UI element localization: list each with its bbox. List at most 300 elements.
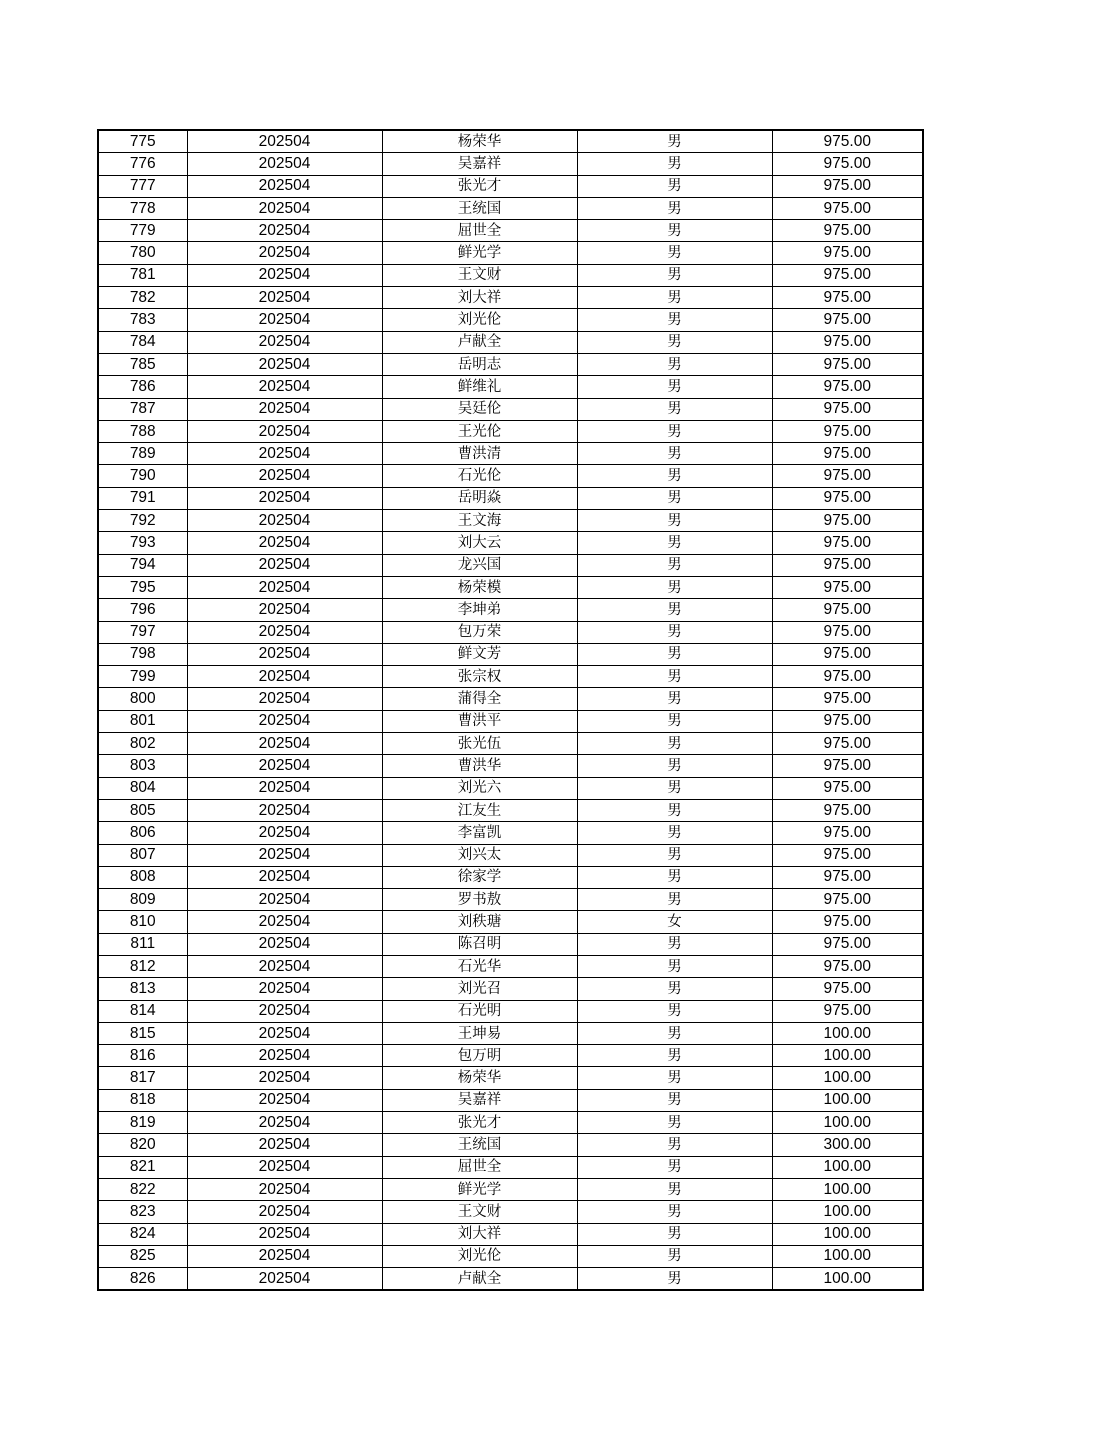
cell-period: 202504 bbox=[187, 353, 382, 375]
cell-gender: 男 bbox=[577, 866, 772, 888]
table-row bbox=[98, 1134, 923, 1156]
cell-amount: 100.00 bbox=[772, 1022, 923, 1044]
cell-number: 801 bbox=[98, 710, 187, 732]
cell-amount: 975.00 bbox=[772, 331, 923, 353]
cell-gender: 男 bbox=[577, 309, 772, 331]
table-row bbox=[98, 487, 923, 509]
cell-name: 王文财 bbox=[382, 264, 577, 286]
cell-gender: 男 bbox=[577, 1134, 772, 1156]
table-row bbox=[98, 978, 923, 1000]
cell-amount: 975.00 bbox=[772, 733, 923, 755]
cell-gender: 男 bbox=[577, 532, 772, 554]
cell-name: 张光才 bbox=[382, 1112, 577, 1134]
cell-period: 202504 bbox=[187, 532, 382, 554]
cell-amount: 975.00 bbox=[772, 889, 923, 911]
table-row bbox=[98, 1245, 923, 1267]
cell-gender: 男 bbox=[577, 175, 772, 197]
cell-gender: 男 bbox=[577, 688, 772, 710]
cell-number: 808 bbox=[98, 866, 187, 888]
cell-name: 陈召明 bbox=[382, 933, 577, 955]
table-row bbox=[98, 933, 923, 955]
cell-period: 202504 bbox=[187, 309, 382, 331]
cell-gender: 男 bbox=[577, 733, 772, 755]
cell-number: 779 bbox=[98, 220, 187, 242]
cell-gender: 男 bbox=[577, 666, 772, 688]
cell-period: 202504 bbox=[187, 1178, 382, 1200]
table-row bbox=[98, 1000, 923, 1022]
cell-number: 816 bbox=[98, 1045, 187, 1067]
cell-amount: 975.00 bbox=[772, 755, 923, 777]
cell-name: 包万荣 bbox=[382, 621, 577, 643]
cell-period: 202504 bbox=[187, 465, 382, 487]
cell-amount: 975.00 bbox=[772, 487, 923, 509]
cell-amount: 100.00 bbox=[772, 1112, 923, 1134]
cell-number: 814 bbox=[98, 1000, 187, 1022]
cell-amount: 975.00 bbox=[772, 153, 923, 175]
cell-period: 202504 bbox=[187, 242, 382, 264]
cell-gender: 男 bbox=[577, 799, 772, 821]
cell-amount: 975.00 bbox=[772, 621, 923, 643]
table-row bbox=[98, 287, 923, 309]
cell-gender: 男 bbox=[577, 955, 772, 977]
table-row bbox=[98, 554, 923, 576]
cell-number: 785 bbox=[98, 353, 187, 375]
cell-gender: 男 bbox=[577, 398, 772, 420]
cell-number: 782 bbox=[98, 287, 187, 309]
cell-number: 822 bbox=[98, 1178, 187, 1200]
cell-period: 202504 bbox=[187, 799, 382, 821]
table-row bbox=[98, 666, 923, 688]
cell-gender: 男 bbox=[577, 621, 772, 643]
cell-name: 张光伍 bbox=[382, 733, 577, 755]
cell-amount: 975.00 bbox=[772, 130, 923, 153]
cell-period: 202504 bbox=[187, 1112, 382, 1134]
cell-number: 811 bbox=[98, 933, 187, 955]
cell-amount: 975.00 bbox=[772, 175, 923, 197]
cell-number: 824 bbox=[98, 1223, 187, 1245]
cell-gender: 男 bbox=[577, 353, 772, 375]
cell-period: 202504 bbox=[187, 443, 382, 465]
cell-gender: 男 bbox=[577, 554, 772, 576]
cell-gender: 男 bbox=[577, 978, 772, 1000]
cell-period: 202504 bbox=[187, 153, 382, 175]
cell-period: 202504 bbox=[187, 777, 382, 799]
cell-gender: 男 bbox=[577, 1089, 772, 1111]
cell-number: 826 bbox=[98, 1268, 187, 1291]
cell-gender: 男 bbox=[577, 130, 772, 153]
cell-number: 815 bbox=[98, 1022, 187, 1044]
table-row bbox=[98, 576, 923, 598]
cell-period: 202504 bbox=[187, 554, 382, 576]
cell-number: 804 bbox=[98, 777, 187, 799]
table-row bbox=[98, 1089, 923, 1111]
table-row bbox=[98, 1268, 923, 1291]
table-row bbox=[98, 510, 923, 532]
cell-name: 刘兴太 bbox=[382, 844, 577, 866]
cell-number: 800 bbox=[98, 688, 187, 710]
cell-period: 202504 bbox=[187, 1000, 382, 1022]
cell-gender: 男 bbox=[577, 777, 772, 799]
table-row bbox=[98, 688, 923, 710]
cell-name: 鲜文芳 bbox=[382, 643, 577, 665]
table-row bbox=[98, 1223, 923, 1245]
table-row bbox=[98, 376, 923, 398]
cell-amount: 975.00 bbox=[772, 911, 923, 933]
table-row bbox=[98, 643, 923, 665]
table-body bbox=[98, 130, 923, 1290]
cell-period: 202504 bbox=[187, 220, 382, 242]
cell-gender: 男 bbox=[577, 331, 772, 353]
table-row bbox=[98, 465, 923, 487]
cell-amount: 100.00 bbox=[772, 1089, 923, 1111]
cell-amount: 975.00 bbox=[772, 465, 923, 487]
cell-gender: 女 bbox=[577, 911, 772, 933]
cell-gender: 男 bbox=[577, 376, 772, 398]
cell-number: 791 bbox=[98, 487, 187, 509]
cell-number: 775 bbox=[98, 130, 187, 153]
cell-number: 789 bbox=[98, 443, 187, 465]
cell-gender: 男 bbox=[577, 487, 772, 509]
table-row bbox=[98, 911, 923, 933]
cell-amount: 975.00 bbox=[772, 353, 923, 375]
table-row bbox=[98, 822, 923, 844]
cell-period: 202504 bbox=[187, 1089, 382, 1111]
cell-period: 202504 bbox=[187, 688, 382, 710]
cell-number: 812 bbox=[98, 955, 187, 977]
cell-name: 石光明 bbox=[382, 1000, 577, 1022]
cell-amount: 975.00 bbox=[772, 443, 923, 465]
cell-gender: 男 bbox=[577, 1045, 772, 1067]
cell-amount: 975.00 bbox=[772, 955, 923, 977]
cell-period: 202504 bbox=[187, 978, 382, 1000]
cell-amount: 975.00 bbox=[772, 710, 923, 732]
cell-amount: 975.00 bbox=[772, 599, 923, 621]
cell-period: 202504 bbox=[187, 1201, 382, 1223]
cell-amount: 100.00 bbox=[772, 1245, 923, 1267]
cell-gender: 男 bbox=[577, 443, 772, 465]
cell-period: 202504 bbox=[187, 710, 382, 732]
cell-gender: 男 bbox=[577, 153, 772, 175]
cell-period: 202504 bbox=[187, 1045, 382, 1067]
table-row bbox=[98, 1067, 923, 1089]
cell-gender: 男 bbox=[577, 1156, 772, 1178]
cell-amount: 975.00 bbox=[772, 844, 923, 866]
cell-amount: 100.00 bbox=[772, 1223, 923, 1245]
table-row bbox=[98, 1045, 923, 1067]
cell-amount: 975.00 bbox=[772, 978, 923, 1000]
cell-period: 202504 bbox=[187, 733, 382, 755]
cell-name: 刘大祥 bbox=[382, 287, 577, 309]
cell-number: 792 bbox=[98, 510, 187, 532]
data-table bbox=[97, 129, 924, 1291]
cell-gender: 男 bbox=[577, 822, 772, 844]
table-row bbox=[98, 264, 923, 286]
cell-number: 802 bbox=[98, 733, 187, 755]
cell-number: 825 bbox=[98, 1245, 187, 1267]
cell-period: 202504 bbox=[187, 1022, 382, 1044]
cell-period: 202504 bbox=[187, 1268, 382, 1291]
cell-period: 202504 bbox=[187, 911, 382, 933]
cell-number: 813 bbox=[98, 978, 187, 1000]
cell-number: 795 bbox=[98, 576, 187, 598]
cell-number: 794 bbox=[98, 554, 187, 576]
cell-gender: 男 bbox=[577, 1245, 772, 1267]
table-row bbox=[98, 733, 923, 755]
cell-name: 鲜光学 bbox=[382, 1178, 577, 1200]
cell-amount: 975.00 bbox=[772, 1000, 923, 1022]
cell-number: 784 bbox=[98, 331, 187, 353]
cell-name: 鲜维礼 bbox=[382, 376, 577, 398]
cell-period: 202504 bbox=[187, 599, 382, 621]
cell-number: 790 bbox=[98, 465, 187, 487]
cell-gender: 男 bbox=[577, 1178, 772, 1200]
cell-period: 202504 bbox=[187, 175, 382, 197]
cell-name: 刘大祥 bbox=[382, 1223, 577, 1245]
cell-number: 796 bbox=[98, 599, 187, 621]
cell-name: 卢献全 bbox=[382, 1268, 577, 1291]
cell-number: 803 bbox=[98, 755, 187, 777]
cell-gender: 男 bbox=[577, 242, 772, 264]
cell-gender: 男 bbox=[577, 1067, 772, 1089]
cell-amount: 975.00 bbox=[772, 576, 923, 598]
table-row bbox=[98, 153, 923, 175]
cell-name: 吴嘉祥 bbox=[382, 1089, 577, 1111]
cell-name: 刘光六 bbox=[382, 777, 577, 799]
cell-number: 787 bbox=[98, 398, 187, 420]
cell-period: 202504 bbox=[187, 576, 382, 598]
cell-number: 786 bbox=[98, 376, 187, 398]
cell-period: 202504 bbox=[187, 822, 382, 844]
cell-name: 石光华 bbox=[382, 955, 577, 977]
cell-number: 819 bbox=[98, 1112, 187, 1134]
cell-amount: 100.00 bbox=[772, 1045, 923, 1067]
table-row bbox=[98, 755, 923, 777]
cell-period: 202504 bbox=[187, 376, 382, 398]
cell-amount: 975.00 bbox=[772, 688, 923, 710]
cell-name: 石光伦 bbox=[382, 465, 577, 487]
cell-name: 曹洪华 bbox=[382, 755, 577, 777]
cell-name: 刘大云 bbox=[382, 532, 577, 554]
cell-name: 王统国 bbox=[382, 197, 577, 219]
cell-number: 823 bbox=[98, 1201, 187, 1223]
cell-gender: 男 bbox=[577, 599, 772, 621]
cell-period: 202504 bbox=[187, 287, 382, 309]
cell-name: 杨荣华 bbox=[382, 1067, 577, 1089]
cell-amount: 100.00 bbox=[772, 1178, 923, 1200]
table-row bbox=[98, 599, 923, 621]
table-row bbox=[98, 398, 923, 420]
cell-amount: 975.00 bbox=[772, 643, 923, 665]
cell-number: 793 bbox=[98, 532, 187, 554]
cell-gender: 男 bbox=[577, 197, 772, 219]
cell-period: 202504 bbox=[187, 1134, 382, 1156]
cell-amount: 975.00 bbox=[772, 866, 923, 888]
cell-amount: 975.00 bbox=[772, 287, 923, 309]
table-row bbox=[98, 889, 923, 911]
cell-amount: 975.00 bbox=[772, 197, 923, 219]
cell-gender: 男 bbox=[577, 643, 772, 665]
table-row bbox=[98, 443, 923, 465]
cell-name: 包万明 bbox=[382, 1045, 577, 1067]
cell-gender: 男 bbox=[577, 264, 772, 286]
cell-amount: 975.00 bbox=[772, 309, 923, 331]
cell-number: 820 bbox=[98, 1134, 187, 1156]
cell-name: 江友生 bbox=[382, 799, 577, 821]
table-row bbox=[98, 353, 923, 375]
cell-gender: 男 bbox=[577, 1112, 772, 1134]
cell-amount: 975.00 bbox=[772, 532, 923, 554]
cell-number: 821 bbox=[98, 1156, 187, 1178]
cell-amount: 975.00 bbox=[772, 666, 923, 688]
cell-number: 810 bbox=[98, 911, 187, 933]
table-row bbox=[98, 621, 923, 643]
cell-number: 807 bbox=[98, 844, 187, 866]
cell-name: 李坤弟 bbox=[382, 599, 577, 621]
cell-number: 780 bbox=[98, 242, 187, 264]
cell-name: 曹洪清 bbox=[382, 443, 577, 465]
cell-name: 李富凯 bbox=[382, 822, 577, 844]
cell-period: 202504 bbox=[187, 866, 382, 888]
cell-period: 202504 bbox=[187, 1067, 382, 1089]
cell-gender: 男 bbox=[577, 710, 772, 732]
cell-gender: 男 bbox=[577, 576, 772, 598]
table-row bbox=[98, 955, 923, 977]
cell-name: 屈世全 bbox=[382, 1156, 577, 1178]
table-row bbox=[98, 175, 923, 197]
cell-period: 202504 bbox=[187, 666, 382, 688]
cell-number: 818 bbox=[98, 1089, 187, 1111]
cell-number: 799 bbox=[98, 666, 187, 688]
cell-amount: 975.00 bbox=[772, 510, 923, 532]
cell-gender: 男 bbox=[577, 1223, 772, 1245]
cell-name: 龙兴国 bbox=[382, 554, 577, 576]
table-row bbox=[98, 331, 923, 353]
cell-number: 778 bbox=[98, 197, 187, 219]
cell-number: 797 bbox=[98, 621, 187, 643]
cell-name: 刘光伦 bbox=[382, 309, 577, 331]
cell-name: 杨荣模 bbox=[382, 576, 577, 598]
cell-number: 783 bbox=[98, 309, 187, 331]
table-row bbox=[98, 197, 923, 219]
table-row bbox=[98, 777, 923, 799]
cell-name: 鲜光学 bbox=[382, 242, 577, 264]
cell-period: 202504 bbox=[187, 889, 382, 911]
cell-number: 798 bbox=[98, 643, 187, 665]
cell-amount: 975.00 bbox=[772, 220, 923, 242]
cell-amount: 100.00 bbox=[772, 1067, 923, 1089]
cell-period: 202504 bbox=[187, 844, 382, 866]
cell-gender: 男 bbox=[577, 1201, 772, 1223]
cell-amount: 975.00 bbox=[772, 777, 923, 799]
cell-amount: 300.00 bbox=[772, 1134, 923, 1156]
cell-name: 王光伦 bbox=[382, 420, 577, 442]
cell-amount: 100.00 bbox=[772, 1156, 923, 1178]
cell-name: 罗书敖 bbox=[382, 889, 577, 911]
cell-period: 202504 bbox=[187, 331, 382, 353]
cell-gender: 男 bbox=[577, 1268, 772, 1291]
cell-name: 张光才 bbox=[382, 175, 577, 197]
cell-number: 806 bbox=[98, 822, 187, 844]
cell-gender: 男 bbox=[577, 287, 772, 309]
cell-amount: 975.00 bbox=[772, 398, 923, 420]
cell-period: 202504 bbox=[187, 621, 382, 643]
table-row bbox=[98, 1201, 923, 1223]
cell-name: 岳明志 bbox=[382, 353, 577, 375]
cell-name: 刘光召 bbox=[382, 978, 577, 1000]
cell-period: 202504 bbox=[187, 1245, 382, 1267]
cell-gender: 男 bbox=[577, 220, 772, 242]
table-row bbox=[98, 866, 923, 888]
table-row bbox=[98, 420, 923, 442]
cell-gender: 男 bbox=[577, 889, 772, 911]
cell-period: 202504 bbox=[187, 130, 382, 153]
cell-amount: 975.00 bbox=[772, 420, 923, 442]
cell-name: 张宗权 bbox=[382, 666, 577, 688]
table-row bbox=[98, 532, 923, 554]
cell-amount: 975.00 bbox=[772, 264, 923, 286]
table-row bbox=[98, 710, 923, 732]
cell-name: 刘秩瑭 bbox=[382, 911, 577, 933]
cell-amount: 975.00 bbox=[772, 822, 923, 844]
cell-number: 776 bbox=[98, 153, 187, 175]
cell-gender: 男 bbox=[577, 510, 772, 532]
cell-period: 202504 bbox=[187, 1223, 382, 1245]
table-row bbox=[98, 1112, 923, 1134]
cell-period: 202504 bbox=[187, 643, 382, 665]
table-row bbox=[98, 130, 923, 153]
cell-name: 卢献全 bbox=[382, 331, 577, 353]
cell-name: 岳明焱 bbox=[382, 487, 577, 509]
cell-period: 202504 bbox=[187, 933, 382, 955]
cell-amount: 975.00 bbox=[772, 933, 923, 955]
cell-period: 202504 bbox=[187, 755, 382, 777]
cell-number: 809 bbox=[98, 889, 187, 911]
cell-gender: 男 bbox=[577, 465, 772, 487]
cell-gender: 男 bbox=[577, 420, 772, 442]
cell-name: 蒲得全 bbox=[382, 688, 577, 710]
cell-gender: 男 bbox=[577, 755, 772, 777]
cell-name: 吴廷伦 bbox=[382, 398, 577, 420]
cell-number: 777 bbox=[98, 175, 187, 197]
table-row bbox=[98, 1156, 923, 1178]
cell-gender: 男 bbox=[577, 1022, 772, 1044]
cell-name: 吴嘉祥 bbox=[382, 153, 577, 175]
cell-period: 202504 bbox=[187, 398, 382, 420]
table-row bbox=[98, 309, 923, 331]
table-row bbox=[98, 844, 923, 866]
cell-name: 刘光伦 bbox=[382, 1245, 577, 1267]
cell-name: 王统国 bbox=[382, 1134, 577, 1156]
table-row bbox=[98, 1178, 923, 1200]
cell-name: 王文财 bbox=[382, 1201, 577, 1223]
cell-period: 202504 bbox=[187, 510, 382, 532]
cell-number: 805 bbox=[98, 799, 187, 821]
table-row bbox=[98, 220, 923, 242]
table-row bbox=[98, 799, 923, 821]
cell-period: 202504 bbox=[187, 1156, 382, 1178]
table-row bbox=[98, 242, 923, 264]
cell-amount: 975.00 bbox=[772, 554, 923, 576]
cell-period: 202504 bbox=[187, 197, 382, 219]
cell-amount: 100.00 bbox=[772, 1268, 923, 1291]
cell-gender: 男 bbox=[577, 933, 772, 955]
cell-gender: 男 bbox=[577, 1000, 772, 1022]
cell-number: 817 bbox=[98, 1067, 187, 1089]
cell-amount: 975.00 bbox=[772, 242, 923, 264]
cell-period: 202504 bbox=[187, 487, 382, 509]
cell-period: 202504 bbox=[187, 955, 382, 977]
cell-number: 788 bbox=[98, 420, 187, 442]
